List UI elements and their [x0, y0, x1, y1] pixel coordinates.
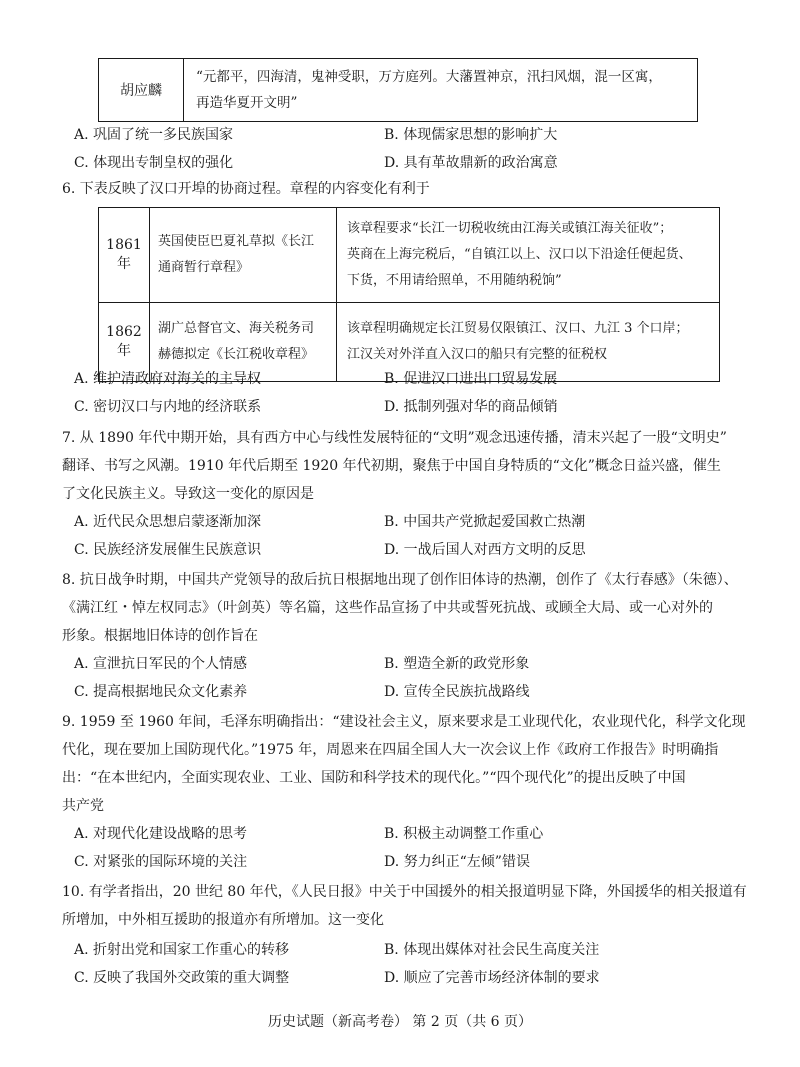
stem-line: 代化，现在要加上国防现代化。”1975 年，周恩来在四届全国人大一次会议上作《政府工作报告》时明确指	[62, 742, 719, 758]
stem-line: 所增加，中外相互援助的报道亦有所增加。这一变化	[62, 912, 384, 928]
q7-option-b[interactable]: B. 中国共产党掀起爱国救亡热潮	[384, 514, 586, 530]
q6-option-a[interactable]: A. 维护清政府对海关的主导权	[74, 371, 262, 387]
q5-option-b[interactable]: B. 体现儒家思想的影响扩大	[384, 127, 558, 143]
cell-line: 赫德拟定《长江税收章程》	[158, 347, 315, 362]
q7-option-c[interactable]: C. 民族经济发展催生民族意识	[74, 542, 262, 558]
q9-option-a[interactable]: A. 对现代化建设战略的思考	[74, 826, 248, 842]
cell-line: 英国使臣巴夏礼草拟《长江	[158, 234, 315, 249]
q8-stem	[62, 566, 752, 650]
stem-line: 7. 从 1890 年代中期开始，具有西方中心与线性发展特征的“文明”观念迅速传播，清末兴起了一股“文明史”	[62, 430, 727, 446]
q8-option-a[interactable]: A. 宣泄抗日军民的个人情感	[74, 656, 248, 672]
q5-option-d[interactable]: D. 具有革故鼎新的政治寓意	[384, 155, 558, 171]
q6-option-c[interactable]: C. 密切汉口与内地的经济联系	[74, 399, 262, 415]
cell-line: 江汉关对外洋直入汉口的船只有完整的征税权	[347, 347, 608, 362]
q10-stem	[62, 878, 752, 934]
q7-option-a[interactable]: A. 近代民众思想启蒙逐渐加深	[74, 514, 262, 530]
q6-option-d[interactable]: D. 抵制列强对华的商品倾销	[384, 399, 558, 415]
q8-option-c[interactable]: C. 提高根据地民众文化素养	[74, 684, 248, 700]
q10-option-a[interactable]: A. 折射出党和国家工作重心的转移	[74, 942, 290, 958]
stem-line: 《满江红・悼左权同志》（叶剑英）等名篇，这些作品宣扬了中共或誓死抗战、或顾全大局、或一心对外的	[62, 600, 713, 616]
q6-row1-who	[150, 208, 337, 303]
q5-table-quote	[184, 59, 698, 122]
stem-line: 9. 1959 至 1960 年间，毛泽东明确指出：“建设社会主义，原来要求是工业现代化，农业现代化，科学文化现	[62, 714, 746, 730]
q5-option-a[interactable]: A. 巩固了统一多民族国家	[74, 127, 234, 143]
cell-line: 英商在上海完税后，“自镇江以上、汉口以下沿途任便起货、	[347, 247, 692, 262]
q10-option-b[interactable]: B. 体现出媒体对社会民生高度关注	[384, 942, 600, 958]
q10-option-d[interactable]: D. 顺应了完善市场经济体制的要求	[384, 970, 600, 986]
q6-option-b[interactable]: B. 促进汉口进出口贸易发展	[384, 371, 558, 387]
q8-option-b[interactable]: B. 塑造全新的政党形象	[384, 656, 530, 672]
stem-line: 形象。根据地旧体诗的创作旨在	[62, 628, 258, 644]
cell-line: 通商暂行章程》	[158, 260, 250, 275]
q6-row1-content	[337, 208, 720, 303]
table-row	[99, 208, 720, 303]
stem-line: 翻译、书写之风潮。1910 年代后期至 1920 年代初期，聚焦于中国自身特质的“文化”概念日益兴盛，催生	[62, 458, 721, 474]
cell-line: 该章程要求“长江一切税收统由江海关或镇江海关征收”；	[347, 221, 673, 236]
q6-stem: 6. 下表反映了汉口开埠的协商过程。章程的内容变化有利于	[62, 181, 430, 197]
q5-quote-table	[98, 58, 698, 122]
q7-stem	[62, 424, 752, 508]
q10-option-c[interactable]: C. 反映了我国外交政策的重大调整	[74, 970, 290, 986]
q5-option-c[interactable]: C. 体现出专制皇权的强化	[74, 155, 234, 171]
q9-stem	[62, 708, 752, 820]
q6-table	[98, 207, 720, 382]
stem-line: 出：“在本世纪内，全面实现农业、工业、国防和科学技术的现代化。”“四个现代化”的提出反映了中国	[62, 770, 686, 786]
cell-line: 下货，不用请给照单，不用随纳税饷”	[347, 273, 562, 288]
q5-quote-line: 再造华夏开文明”	[196, 95, 298, 111]
stem-line: 8. 抗日战争时期，中国共产党领导的敌后抗日根据地出现了创作旧体诗的热潮，创作了《太行春感》（朱德）、	[62, 572, 738, 588]
cell-line: 该章程明确规定长江贸易仅限镇江、汉口、九江 3 个口岸；	[347, 321, 689, 336]
q6-row1-year: 1861 年	[99, 208, 150, 303]
stem-line: 共产党	[62, 798, 104, 814]
page-footer: 历史试题（新高考卷） 第 2 页（共 6 页）	[267, 1014, 533, 1030]
stem-line: 10. 有学者指出，20 世纪 80 年代，《人民日报》中关于中国援外的相关报道明显下降，外国援华的相关报道有	[62, 884, 747, 900]
q5-quote-line: “元都平，四海清，鬼神受职，万方庭列。大藩置神京，汛扫风烟，混一区寓，	[196, 69, 662, 85]
q9-option-b[interactable]: B. 积极主动调整工作重心	[384, 826, 544, 842]
q6-row2-year: 1862 年	[99, 303, 150, 382]
stem-line: 了文化民族主义。导致这一变化的原因是	[62, 486, 314, 502]
q7-option-d[interactable]: D. 一战后国人对西方文明的反思	[384, 542, 586, 558]
q5-table-name: 胡应麟	[99, 59, 184, 122]
q9-option-c[interactable]: C. 对紧张的国际环境的关注	[74, 854, 248, 870]
q8-option-d[interactable]: D. 宣传全民族抗战路线	[384, 684, 530, 700]
q9-option-d[interactable]: D. 努力纠正“左倾”错误	[384, 854, 530, 870]
cell-line: 湖广总督官文、海关税务司	[158, 321, 315, 336]
